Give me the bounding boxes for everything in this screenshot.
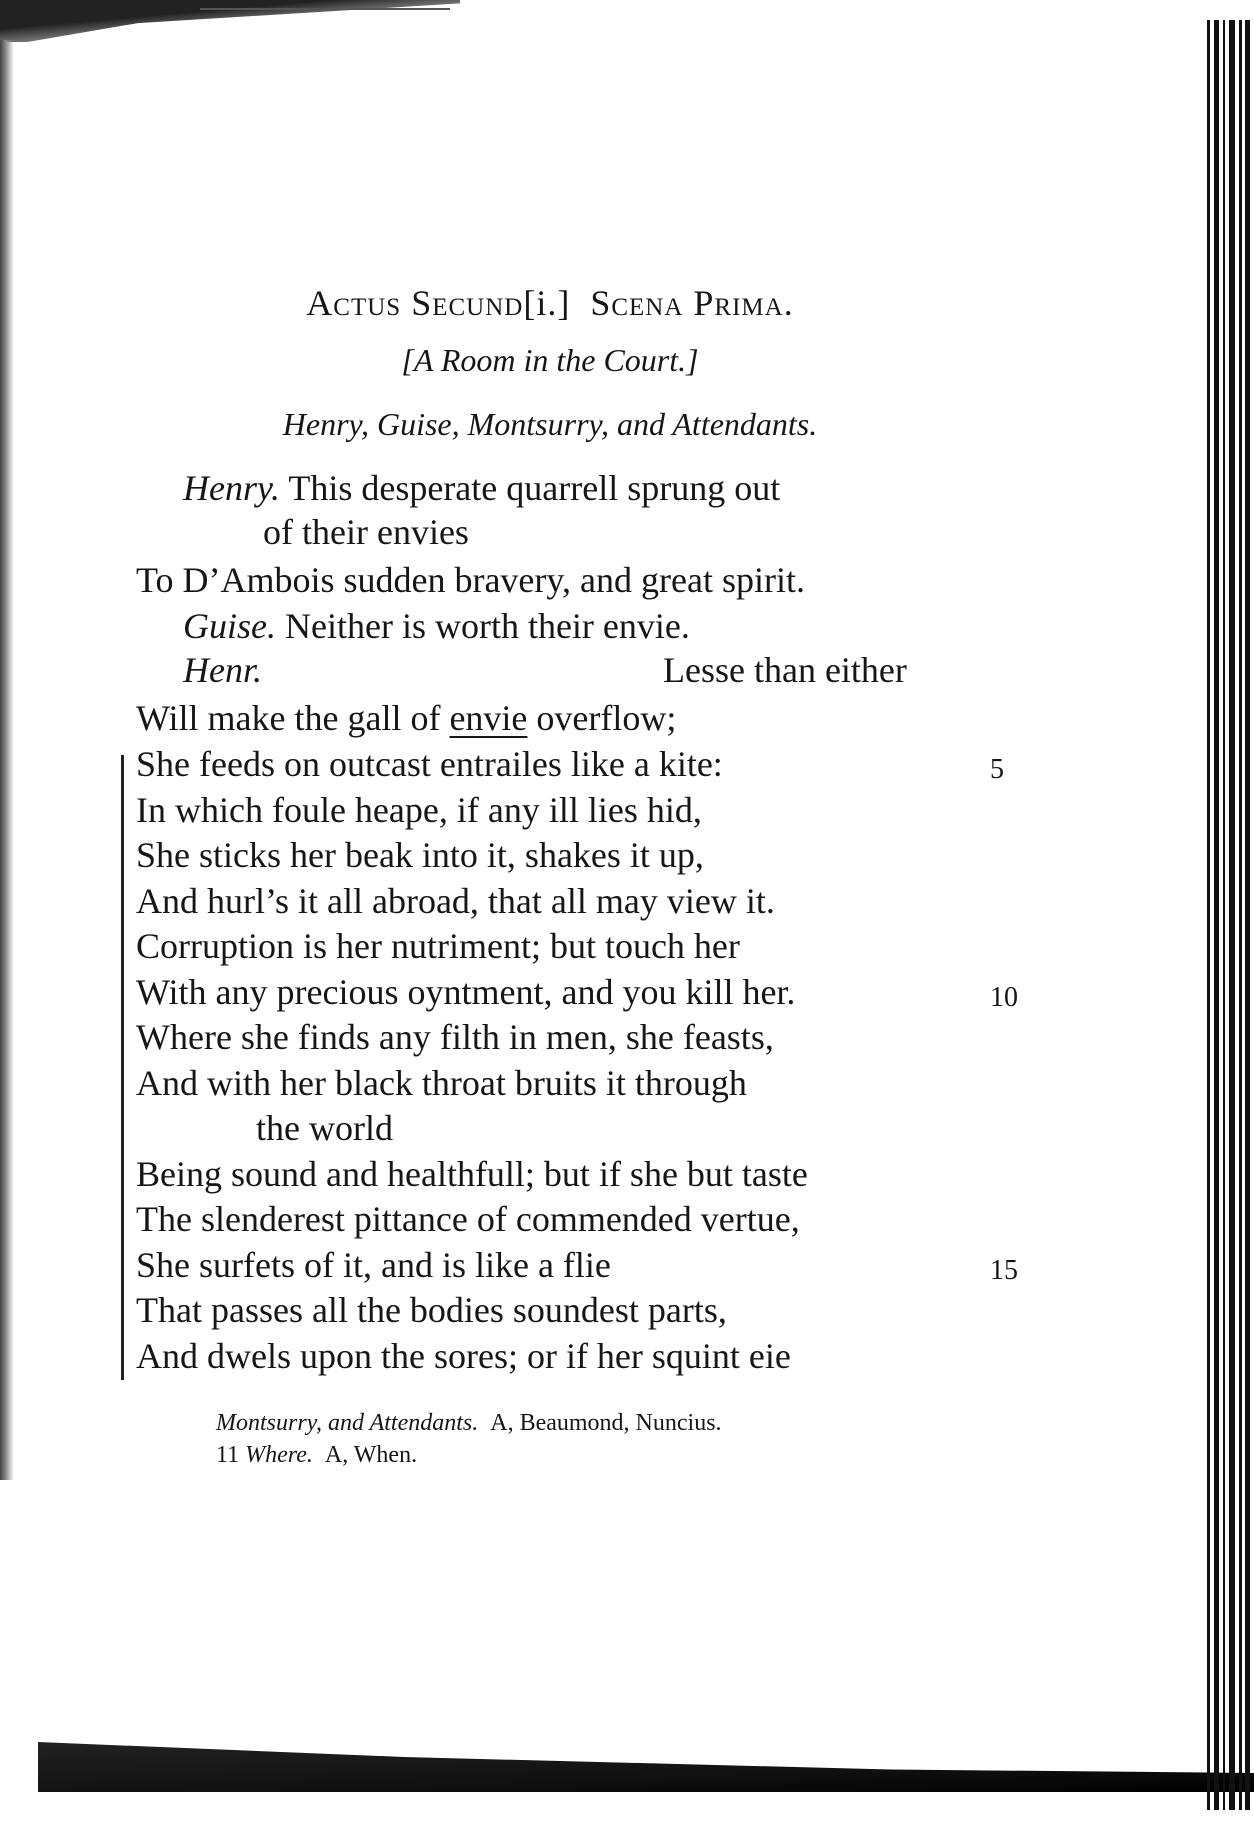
line-text: Lesse than either bbox=[663, 650, 907, 690]
verse-line: That passes all the bodies soundest parts, bbox=[136, 1290, 727, 1330]
heading-bracket: [i.] bbox=[523, 283, 571, 323]
line-text: Will make the gall of bbox=[136, 698, 450, 738]
footnote bbox=[216, 1442, 417, 1469]
speaker-name: Henr. bbox=[183, 650, 262, 690]
verse-line: And dwels upon the sores; or if her squint eie bbox=[136, 1336, 791, 1376]
verse-line: And with her black throat bruits it through bbox=[136, 1063, 747, 1103]
footnote-line-number: 11 bbox=[216, 1442, 240, 1468]
verse-line: Being sound and healthfull; but if she but taste bbox=[136, 1154, 808, 1194]
verse-line bbox=[183, 606, 690, 646]
heading-prima: Prima. bbox=[693, 283, 794, 323]
line-number: 15 bbox=[990, 1255, 1018, 1286]
verse-line: Corruption is her nutriment; but touch her bbox=[136, 926, 740, 966]
verse-line-continuation: the world bbox=[256, 1108, 393, 1148]
line-text: Neither is worth their envie. bbox=[285, 606, 690, 646]
act-scene-heading bbox=[0, 282, 1100, 324]
verse-line: She surfets of it, and is like a flie bbox=[136, 1245, 611, 1285]
footnote-lemma: Where. bbox=[245, 1442, 313, 1468]
verse-line: In which foule heape, if any ill lies hid, bbox=[136, 790, 702, 830]
footnote-text: A, Beaumond, Nuncius. bbox=[490, 1410, 722, 1436]
verse-line: She feeds on outcast entrailes like a kite: bbox=[136, 744, 723, 784]
scan-page-edges-right bbox=[1205, 20, 1254, 1810]
heading-actus: Actus bbox=[306, 283, 402, 323]
verse-line: The slenderest pittance of commended vertue, bbox=[136, 1199, 800, 1239]
scan-shadow-top bbox=[0, 0, 460, 42]
speaker-name: Guise. bbox=[183, 606, 276, 646]
verse-line bbox=[183, 468, 780, 508]
verse-line: And hurl’s it all abroad, that all may view it. bbox=[136, 881, 775, 921]
verse-line-continuation: of their envies bbox=[263, 512, 469, 552]
underlined-word: envie bbox=[449, 698, 528, 738]
heading-scena: Scena bbox=[590, 283, 684, 323]
scan-rule-top bbox=[200, 8, 450, 10]
verse-line: To D’Ambois sudden bravery, and great spirit. bbox=[136, 560, 805, 600]
scan-shadow-left bbox=[0, 40, 14, 1480]
footnote-lemma: Montsurry, and Attendants. bbox=[216, 1410, 479, 1436]
heading-secund: Secund bbox=[411, 283, 524, 323]
verse-line bbox=[183, 650, 262, 690]
verse-line: She sticks her beak into it, shakes it up, bbox=[136, 835, 704, 875]
line-number: 10 bbox=[990, 982, 1018, 1013]
line-number: 5 bbox=[990, 754, 1004, 785]
stage-direction: [A Room in the Court.] bbox=[401, 342, 699, 378]
margin-bar bbox=[121, 755, 124, 1380]
footnote-text: A, When. bbox=[324, 1442, 418, 1468]
verse-line bbox=[136, 698, 676, 738]
dramatis-personae: Henry, Guise, Montsurry, and Attendants. bbox=[282, 406, 818, 442]
verse-line: Where she finds any filth in men, she feasts, bbox=[136, 1017, 774, 1057]
speaker-name: Henry. bbox=[183, 468, 280, 508]
footnote bbox=[216, 1410, 722, 1437]
line-text: overflow; bbox=[527, 698, 677, 738]
verse-line: With any precious oyntment, and you kill her. bbox=[136, 972, 796, 1012]
scan-shadow-bottom bbox=[38, 1742, 1254, 1792]
line-text: This desperate quarrell sprung out bbox=[288, 468, 781, 508]
